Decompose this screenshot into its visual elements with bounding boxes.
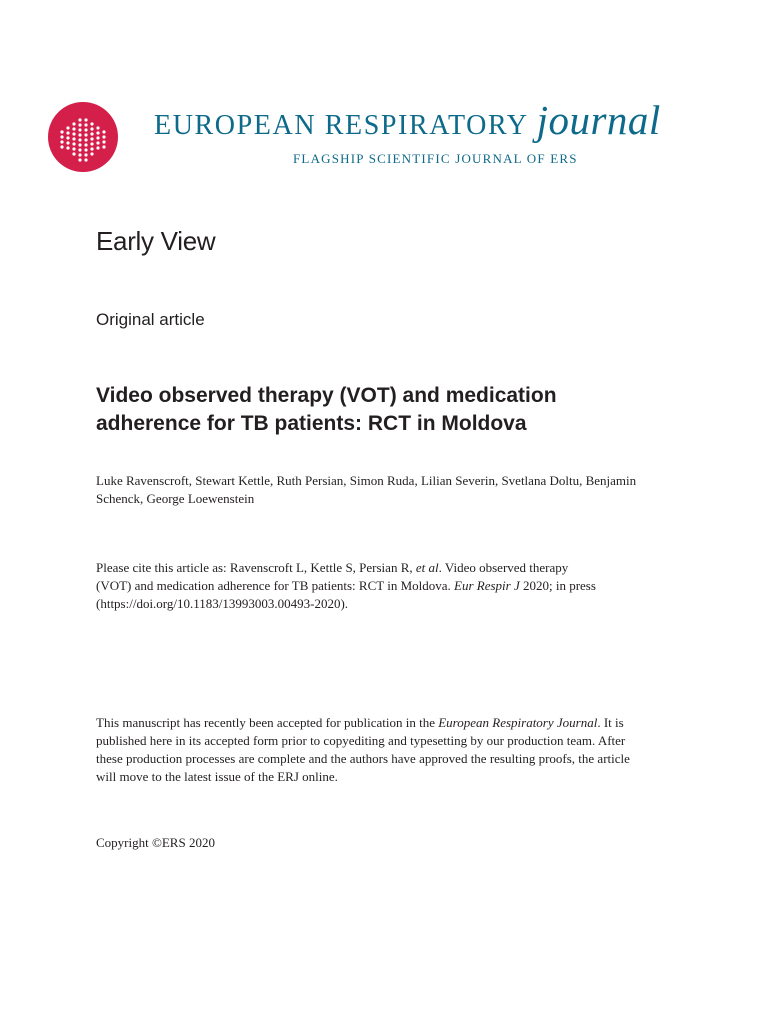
journal-tagline: FLAGSHIP SCIENTIFIC JOURNAL OF ERS bbox=[293, 151, 578, 166]
citation-line bbox=[96, 577, 696, 595]
copyright-notice: Copyright ©ERS 2020 bbox=[96, 835, 215, 850]
notice-line: will move to the latest issue of the ERJ online. bbox=[96, 769, 338, 784]
notice-text: This manuscript has recently been accepted for publication in the bbox=[96, 715, 439, 730]
article-title-line: adherence for TB patients: RCT in Moldova bbox=[96, 412, 527, 435]
journal-name bbox=[154, 96, 661, 144]
article-type: Original article bbox=[96, 310, 205, 329]
citation-text: 2020; in press bbox=[519, 578, 596, 593]
article-title bbox=[96, 382, 656, 438]
article-title-line: Video observed therapy (VOT) and medication bbox=[96, 384, 557, 407]
citation-line bbox=[96, 559, 696, 577]
notice-line: these production processes are complete and the authors have approved the resulting proofs, the article bbox=[96, 751, 630, 766]
citation-text: Please cite this article as: Ravenscroft L, Kettle S, Persian R, bbox=[96, 560, 416, 575]
author-line: Luke Ravenscroft, Stewart Kettle, Ruth Persian, Simon Ruda, Lilian Severin, Svetlana Doltu, Benjamin bbox=[96, 473, 637, 488]
journal-name-caps: EUROPEAN RESPIRATORY bbox=[154, 110, 529, 141]
notice-journal: European Respiratory Journal bbox=[438, 715, 598, 730]
notice-text: . It is bbox=[597, 715, 624, 730]
manuscript-notice bbox=[96, 714, 696, 786]
author-list bbox=[96, 472, 696, 508]
citation-block bbox=[96, 559, 696, 613]
citation-journal: Eur Respir J bbox=[454, 578, 520, 593]
citation-etal: et al bbox=[415, 560, 439, 575]
citation-doi: (https://doi.org/10.1183/13993003.00493-2020). bbox=[96, 596, 349, 611]
author-line: Schenck, George Loewenstein bbox=[96, 491, 255, 506]
notice-line: published here in its accepted form prior to copyediting and typesetting by our production team. After bbox=[96, 733, 626, 748]
early-view-heading: Early View bbox=[96, 226, 216, 256]
journal-name-italic: journal bbox=[536, 97, 661, 143]
citation-text: (VOT) and medication adherence for TB patients: RCT in Moldova. bbox=[96, 578, 455, 593]
ers-logo-icon bbox=[48, 102, 118, 172]
notice-line bbox=[96, 714, 696, 732]
citation-text: . Video observed therapy bbox=[438, 560, 569, 575]
